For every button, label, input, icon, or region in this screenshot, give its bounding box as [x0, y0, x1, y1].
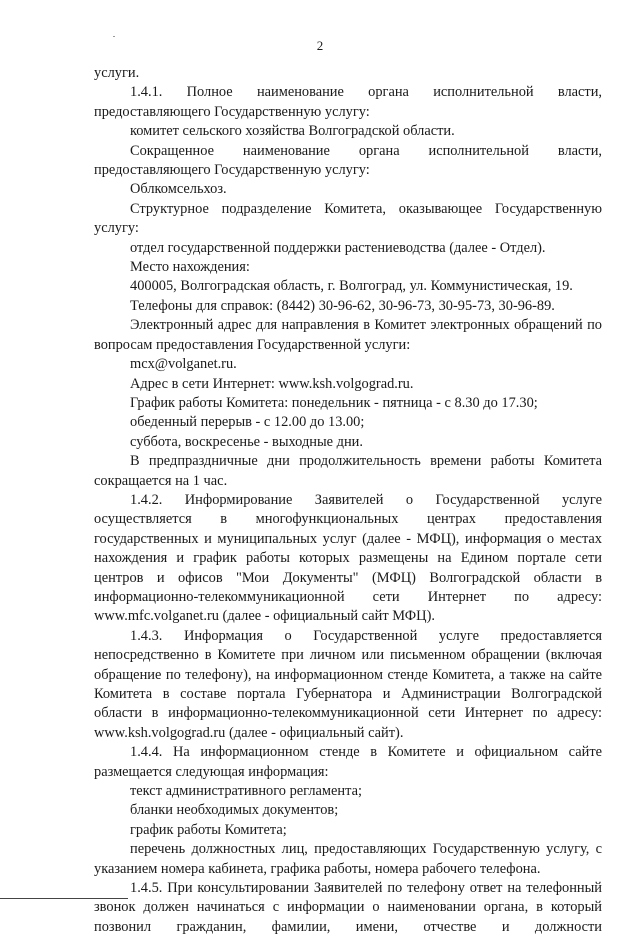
paragraph: mcx@volganet.ru. — [130, 356, 237, 373]
paragraph: 1.4.5. При консультировании Заявителей по телефону ответ на телефонный звонок должен начинаться с информации о наименовании органа, в который позвонил гражданин, фамилии, имени, отчестве и должности — [94, 880, 602, 935]
paragraph: 1.4.1. Полное наименование органа исполнительной власти, предоставляющего Государственную услугу: — [94, 84, 602, 120]
paragraph: Телефоны для справок: (8442) 30-96-62, 30-96-73, 30-95-73, 30-96-89. — [130, 297, 555, 314]
paragraph: График работы Комитета: понедельник - пятница - с 8.30 до 17.30; — [130, 394, 538, 411]
paragraph: комитет сельского хозяйства Волгоградской области. — [130, 123, 455, 140]
paragraph: Место нахождения: — [130, 259, 250, 276]
paragraph: 1.4.3. Информация о Государственной услуге предоставляется непосредственно в Комитете при личном или письменном обращении (включая обращение по телефону), на информационном стенде Комитета, а также на сайте Комитета в составе портала Губернатора и Администрации Волгоградской области в информационно-телекоммуникационной сети Интернет по адресу: www.ksh.volgograd.ru (далее - официальный сайт). — [94, 627, 602, 741]
paragraph: суббота, воскресенье - выходные дни. — [130, 433, 363, 450]
paragraph: перечень должностных лиц, предоставляющих Государственную услугу, с указанием номера кабинета, графика работы, номера рабочего телефона. — [94, 841, 602, 877]
paragraph: Структурное подразделение Комитета, оказывающее Государственную услугу: — [94, 200, 602, 237]
paragraph: обеденный перерыв - с 12.00 до 13.00; — [130, 414, 365, 431]
paragraph: Электронный адрес для направления в Комитет электронных обращений по вопросам предоставления Государственной услуги: — [94, 317, 602, 353]
document-body — [94, 64, 602, 937]
scan-mark — [113, 36, 115, 37]
paragraph: Облкомсельхоз. — [130, 181, 227, 198]
paragraph: 1.4.2. Информирование Заявителей о Государственной услуге осуществляется в многофункциональных центрах предоставления государственных и муниципальных услуг (далее - МФЦ), информация о местах нахождения и график работы которых размещены на Едином портале сети центров и офисов "Мои Документы" (МФЦ) Волгоградской области в информационно-телекоммуникационной сети Интернет по адресу: www.mfc.volganet.ru (далее - официальный сайт МФЦ). — [94, 491, 602, 625]
paragraph: текст административного регламента; — [130, 783, 362, 800]
paragraph: 400005, Волгоградская область, г. Волгоград, ул. Коммунистическая, 19. — [130, 278, 573, 295]
paragraph: отдел государственной поддержки растениеводства (далее - Отдел). — [130, 239, 546, 256]
paragraph: В предпраздничные дни продолжительность времени работы Комитета сокращается на 1 час. — [94, 453, 602, 489]
paragraph: 1.4.4. На информационном стенде в Комитете и официальном сайте размещается следующая информация: — [94, 744, 602, 780]
paragraph: бланки необходимых документов; — [130, 802, 339, 819]
footer-rule — [0, 898, 128, 899]
paragraph: Адрес в сети Интернет: www.ksh.volgograd.ru. — [130, 375, 414, 392]
paragraph: Сокращенное наименование органа исполнительной власти, предоставляющего Государственную услугу: — [94, 142, 602, 179]
paragraph: график работы Комитета; — [130, 821, 287, 838]
page-number: 2 — [316, 38, 324, 53]
paragraph: услуги. — [94, 65, 140, 81]
